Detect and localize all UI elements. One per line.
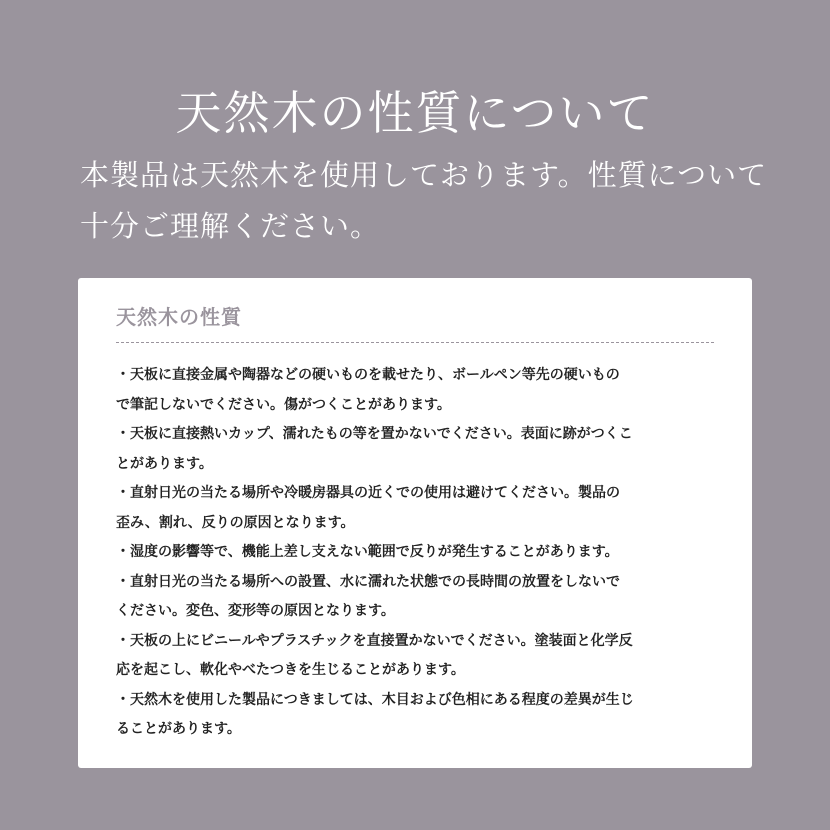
intro-text bbox=[80, 150, 770, 252]
list-item-line: ・湿度の影響等で、機能上差し支えない範囲で反りが発生することがあります。 bbox=[116, 544, 619, 560]
list-item-line: ください。変色、変形等の原因となります。 bbox=[116, 603, 395, 619]
list-item bbox=[116, 568, 726, 627]
intro-line: 本製品は天然木を使用しております。性質について bbox=[80, 158, 768, 192]
list-item-line: 歪み、割れ、反りの原因となります。 bbox=[116, 514, 355, 531]
list-item bbox=[116, 420, 726, 479]
intro-line: 十分ご理解ください。 bbox=[80, 209, 381, 243]
properties-card bbox=[78, 278, 752, 768]
list-item bbox=[116, 686, 726, 745]
list-item-line: ・天板に直接熱いカップ、濡れたもの等を置かないでください。表面に跡がつくこ bbox=[116, 426, 633, 442]
list-item bbox=[116, 361, 726, 420]
list-item-line: 応を起こし、軟化やべたつきを生じることがあります。 bbox=[116, 662, 465, 678]
list-item bbox=[116, 479, 726, 538]
list-item-line: ることがあります。 bbox=[116, 721, 241, 737]
list-item bbox=[116, 538, 726, 568]
notes-list bbox=[116, 361, 726, 745]
list-item bbox=[116, 627, 726, 686]
list-item-line: ・天然木を使用した製品につきましては、木目および色相にある程度の差異が生じ bbox=[116, 691, 634, 708]
card-heading: 天然木の性質 bbox=[116, 305, 242, 329]
list-item-line: ・直射日光の当たる場所への設置、水に濡れた状態での長時間の放置をしないで bbox=[116, 573, 620, 590]
list-item-line: で筆記しないでください。傷がつくことがあります。 bbox=[116, 396, 451, 413]
list-item-line: とがあります。 bbox=[116, 455, 213, 472]
list-item-line: ・天板の上にビニールやプラスチックを直接置かないでください。塗装面と化学反 bbox=[116, 632, 633, 649]
page-title: 天然木の性質について bbox=[175, 85, 655, 140]
list-item-line: ・直射日光の当たる場所や冷暖房器具の近くでの使用は避けてください。製品の bbox=[116, 485, 620, 501]
list-item-line: ・天板に直接金属や陶器などの硬いものを載せたり、ボールペン等先の硬いもの bbox=[116, 367, 620, 383]
dashed-divider bbox=[116, 342, 714, 343]
